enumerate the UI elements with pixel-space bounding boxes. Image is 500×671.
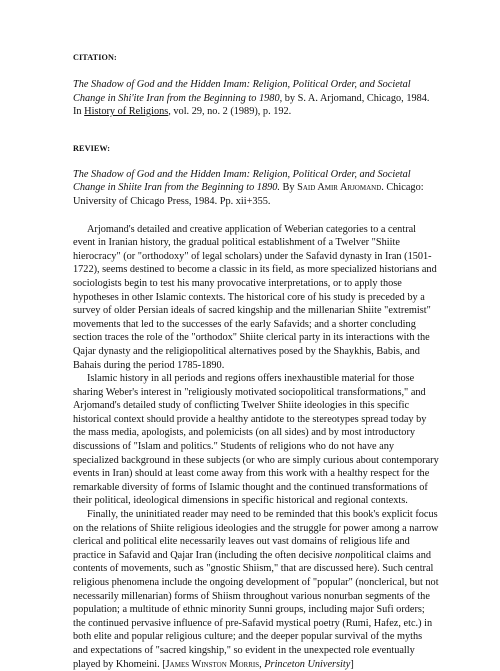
citation-journal: History of Religions	[84, 106, 169, 118]
citation-author-info: , by S. A. Arjomand, Chicago, 1984.	[279, 92, 430, 104]
citation-heading: CITATION:	[73, 53, 117, 62]
reviewer-name: James Winston Morris	[165, 658, 260, 670]
review-closing-bracket: ]	[350, 658, 354, 670]
citation-text	[73, 78, 439, 119]
review-reference	[73, 168, 439, 209]
reviewer-affiliation: Princeton University	[264, 658, 351, 670]
citation-details: , vol. 29, no. 2 (1989), p. 192.	[168, 106, 292, 118]
citation-in-prefix: In	[73, 106, 85, 118]
citation-book-title: The Shadow of God and the Hidden Imam: Religion, Political Order, and Societal Change in Shi'ite Iran from the Beginning to 1980	[73, 79, 411, 104]
paragraph-3-emphasis: non	[334, 549, 351, 561]
review-body	[73, 223, 439, 671]
document-content	[73, 52, 439, 671]
review-author: Said Amir Arjomand	[297, 182, 382, 194]
review-paragraph-2: Islamic history in all periods and regions offers inexhaustible material for those sharing Weber's interest in "religiously motivated sociopolitical transformations," and Arjomand's detailed study of conflicting Twelver Shiite ideologies in this specific historical context should provide a healthy antidote to the stereotypes spread today by the mass media, apologists, and polemicists (on all sides) and by most introductory discussions of "Islam and politics." Students of religions who do not have any specialized background in these subjects (or who are simply curious about contemporary events in Iran) should at least come away from this work with a healthy respect for the remarkable diversity of forms of Islamic thought and the continued transformations of their political, ideological dimensions in specific historical and regional contexts.	[73, 373, 439, 507]
reviewer-separator: ,	[259, 658, 265, 670]
paragraph-3-text-b: political claims and contents of movements, such as "gnostic Shiism," that are discussed here). Such central religious phenomena include the ongoing development of "popular" (nonclerical, but not necessarily millenarian) forms of Shiism throughout various nonurban segments of the population; a multitude of ethnic minority Sunni groups, including major Sufi orders; the continued pervasive influence of pre-Safavid mystical poetry (Rumi, Hafez, etc.) in both elite and popular religious culture; and the deeper popular survival of the myths and expectations of "sacred kingship," so evident in the unexpected role eventually played by Khomeini. [	[73, 549, 439, 670]
review-by: By	[279, 182, 298, 194]
review-book-title: The Shadow of God and the Hidden Imam: Religion, Political Order, and Societal Change in Shiite Iran from the Beginning to 1890.	[73, 168, 411, 194]
review-paragraph-1: Arjomand's detailed and creative application of Weberian categories to a central event in Iranian history, the gradual political establishment of a Twelver "Shiite hierocracy" (or "orthodoxy" of legal scholars) under the Safavid dynasty in Iran (1501-1722), seems destined to become a classic in its field, as more specialized historians and sociologists begin to test his many provocative interpretations, or to apply those hypotheses in other Islamic contexts. The historical core of his study is preceded by a survey of older Persian ideals of sacred kingship and the millenarian Shiite "extremist" movements that led to the successes of the early Safavids; and a shorter concluding section traces the role of the "orthodox" Shiite clerical party in its interactions with the Qajar dynasty and the religiopolitical alternatives posed by the Shaykhis, Babis, and Bahais during the period 1785-1890.	[73, 223, 437, 371]
paragraph-3-text-a: Finally, the uninitiated reader may need to be reminded that this book's explicit focus on the relations of Shiite religious ideologies and the struggle for power among a narrow clerical and political elite necessarily leaves out vast domains of religious life and practice in Safavid and Qajar Iran (including the often decisive	[73, 509, 439, 561]
review-publisher: . Chicago: University of Chicago Press, 1984. Pp. xii+355.	[73, 182, 424, 207]
review-heading: REVIEW:	[73, 143, 111, 153]
